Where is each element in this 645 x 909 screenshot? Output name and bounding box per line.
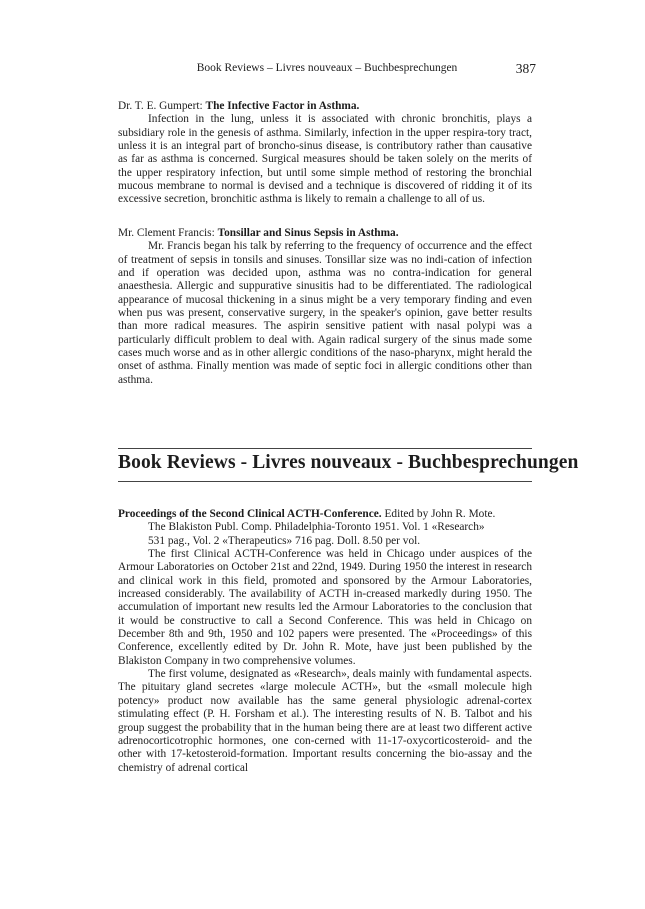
- publication-line: 531 pag., Vol. 2 «Therapeutics» 716 pag. Doll. 8.50 per vol.: [148, 534, 421, 547]
- speaker-name: Dr. T. E. Gumpert:: [118, 100, 203, 112]
- running-head: Book Reviews – Livres nouveaux – Buchbesprechungen: [196, 62, 458, 74]
- section-rule-bottom: [118, 481, 532, 482]
- review-paragraph: The first volume, designated as «Research», deals mainly with fundamental aspects. The pituitary gland secretes «large molecule ACTH», but the «small molecule high potency» product now available has the same general physiologic adrenal-cortex stimulating effect (P. H. Forsham et al.). The interesting results of N. B. Talbot and his group suggest the probability that in the human being there are at least two different active adrenocorticotrophic hormones, one con-cerned with 11-17-oxycorticosteroid- and the other with 17-ketosteroid-formation. Important results concerning the bio-assay and the chemistry of adrenal cortical: [118, 668, 532, 774]
- publication-details: [118, 521, 532, 548]
- abstract-infective-factor: [118, 100, 532, 207]
- abstract-byline: [118, 100, 532, 113]
- speaker-name: Mr. Clement Francis:: [118, 227, 215, 239]
- book-review-acth: [118, 508, 532, 775]
- section-rule-top: [118, 448, 532, 449]
- abstract-tonsillar-sepsis: [118, 227, 532, 387]
- page-number: 387: [515, 61, 536, 76]
- abstract-paragraph: Infection in the lung, unless it is associated with chronic bronchitis, plays a subsidiary role in the genesis of asthma. Similarly, infection in the upper respira-tory tract, unless it is an integral part of broncho-sinus disease, is contributory rather than causative as far as asthma is concerned. Surgical measures should be taken solely on the merits of the upper respiratory infection, but until some simple method of restoring the bronchial mucous membrane to normal is devised and a technique is discovered of ridding it of its excessive secretion, bronchitic asthma is likely to remain a challenge to all of us.: [118, 113, 532, 206]
- publication-line: The Blakiston Publ. Comp. Philadelphia-Toronto 1951. Vol. 1 «Research»: [148, 521, 485, 534]
- abstract-paragraph: Mr. Francis began his talk by referring to the frequency of occurrence and the effect of treatment of sepsis in tonsils and sinuses. Tonsillar size was no indi-cation of infection and if operation was decided upon, asthma was no contra-indication for general anaesthesia. Allergic and suppurative sinusitis had to be differentiated. The radiological appearance of mucosal thickening in a sinus might be a very temporary finding and even when pus was present, conservative surgery, in the speaker's opinion, gave better results than more radical measures. The aspirin sensitive patient with nasal polypi was a particularly difficult problem to deal with. Again radical surgery of the sinus made some cases much worse and as in other allergic conditions of the naso-pharynx, might herald the onset of asthma. Finally mention was made of septic foci in allergic conditions other than asthma.: [118, 240, 532, 386]
- abstract-title: The Infective Factor in Asthma.: [205, 100, 360, 112]
- review-editor: Edited by John R. Mote.: [384, 508, 496, 520]
- abstract-byline: [118, 227, 532, 240]
- review-paragraph: The first Clinical ACTH-Conference was held in Chicago under auspices of the Armour Laboratories on October 21st and 22nd, 1949. During 1950 the interest in research and clinical work in this field, promoted and sponsored by the Armour Laboratories, increased considerably. The availability of ACTH in-creased markedly during 1950. The accumulation of important new results led the Armour Laboratories to the conclusion that it would be constructive to call a Second Conference. This was held in Chicago on December 8th and 9th, 1950 and 102 papers were presented. The «Proceedings» of this Conference, excellently edited by Dr. John R. Mote, have just been published by the Blakiston Company in two comprehensive volumes.: [118, 548, 532, 667]
- section-heading: Book Reviews - Livres nouveaux - Buchbesprechungen: [118, 452, 579, 473]
- review-title: Proceedings of the Second Clinical ACTH-Conference.: [118, 508, 382, 520]
- review-citation: [118, 508, 532, 521]
- abstract-title: Tonsillar and Sinus Sepsis in Asthma.: [217, 227, 399, 239]
